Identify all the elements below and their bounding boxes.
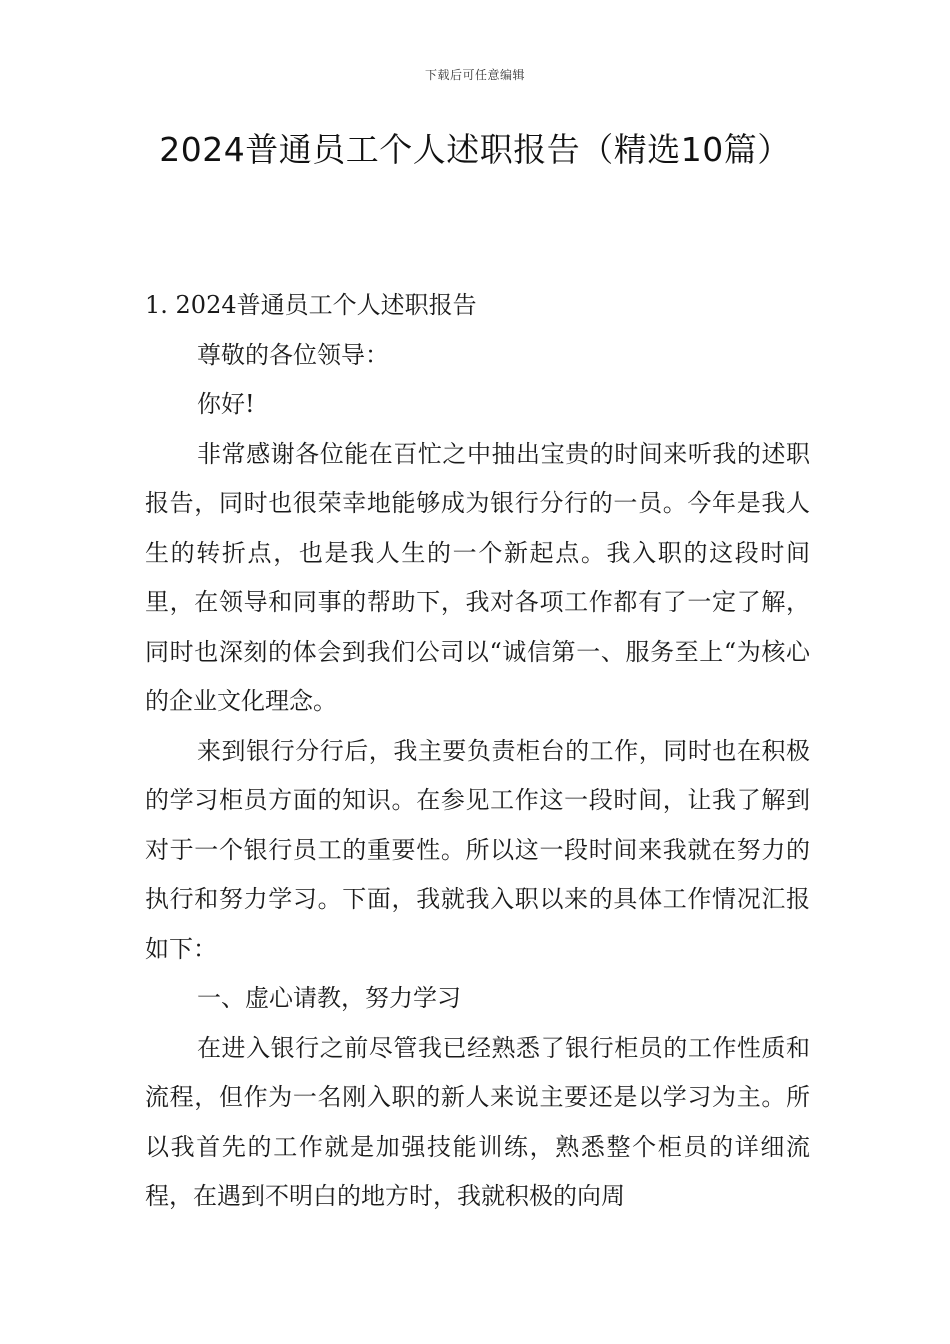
greeting: 你好! bbox=[197, 390, 255, 418]
section-heading: 1. 2024普通员工个人述职报告 bbox=[145, 291, 477, 319]
body-paragraph: 非常感谢各位能在百忙之中抽出宝贵的时间来听我的述职报告，同时也很荣幸地能够成为银行分行的一员。今年是我人生的转折点，也是我人生的一个新起点。我入职的这段时间里，在领导和同事的帮助下，我对各项工作都有了一定了解，同时也深刻的体会到我们公司以“诚信第一、服务至上“为核心的企业文化理念。 bbox=[145, 439, 810, 715]
salutation: 尊敬的各位领导： bbox=[197, 340, 389, 369]
document-title: 2024普通员工个人述职报告（精选10篇） bbox=[159, 130, 791, 169]
body-paragraph: 来到银行分行后，我主要负责柜台的工作，同时也在积极的学习柜员方面的知识。在参见工作这一段时间，让我了解到对于一个银行员工的重要性。所以这一段时间来我就在努力的执行和努力学习。下面，我就我入职以来的具体工作情况汇报如下： bbox=[145, 736, 810, 963]
body-paragraph: 在进入银行之前尽管我已经熟悉了银行柜员的工作性质和流程，但作为一名刚入职的新人来说主要还是以学习为主。所以我首先的工作就是加强技能训练，熟悉整个柜员的详细流程，在遇到不明白的地方时，我就积极的向周 bbox=[145, 1033, 810, 1210]
header-note: 下载后可任意编辑 bbox=[424, 68, 525, 82]
subheading: 一、虚心请教，努力学习 bbox=[197, 984, 461, 1012]
document-body bbox=[145, 281, 810, 1222]
